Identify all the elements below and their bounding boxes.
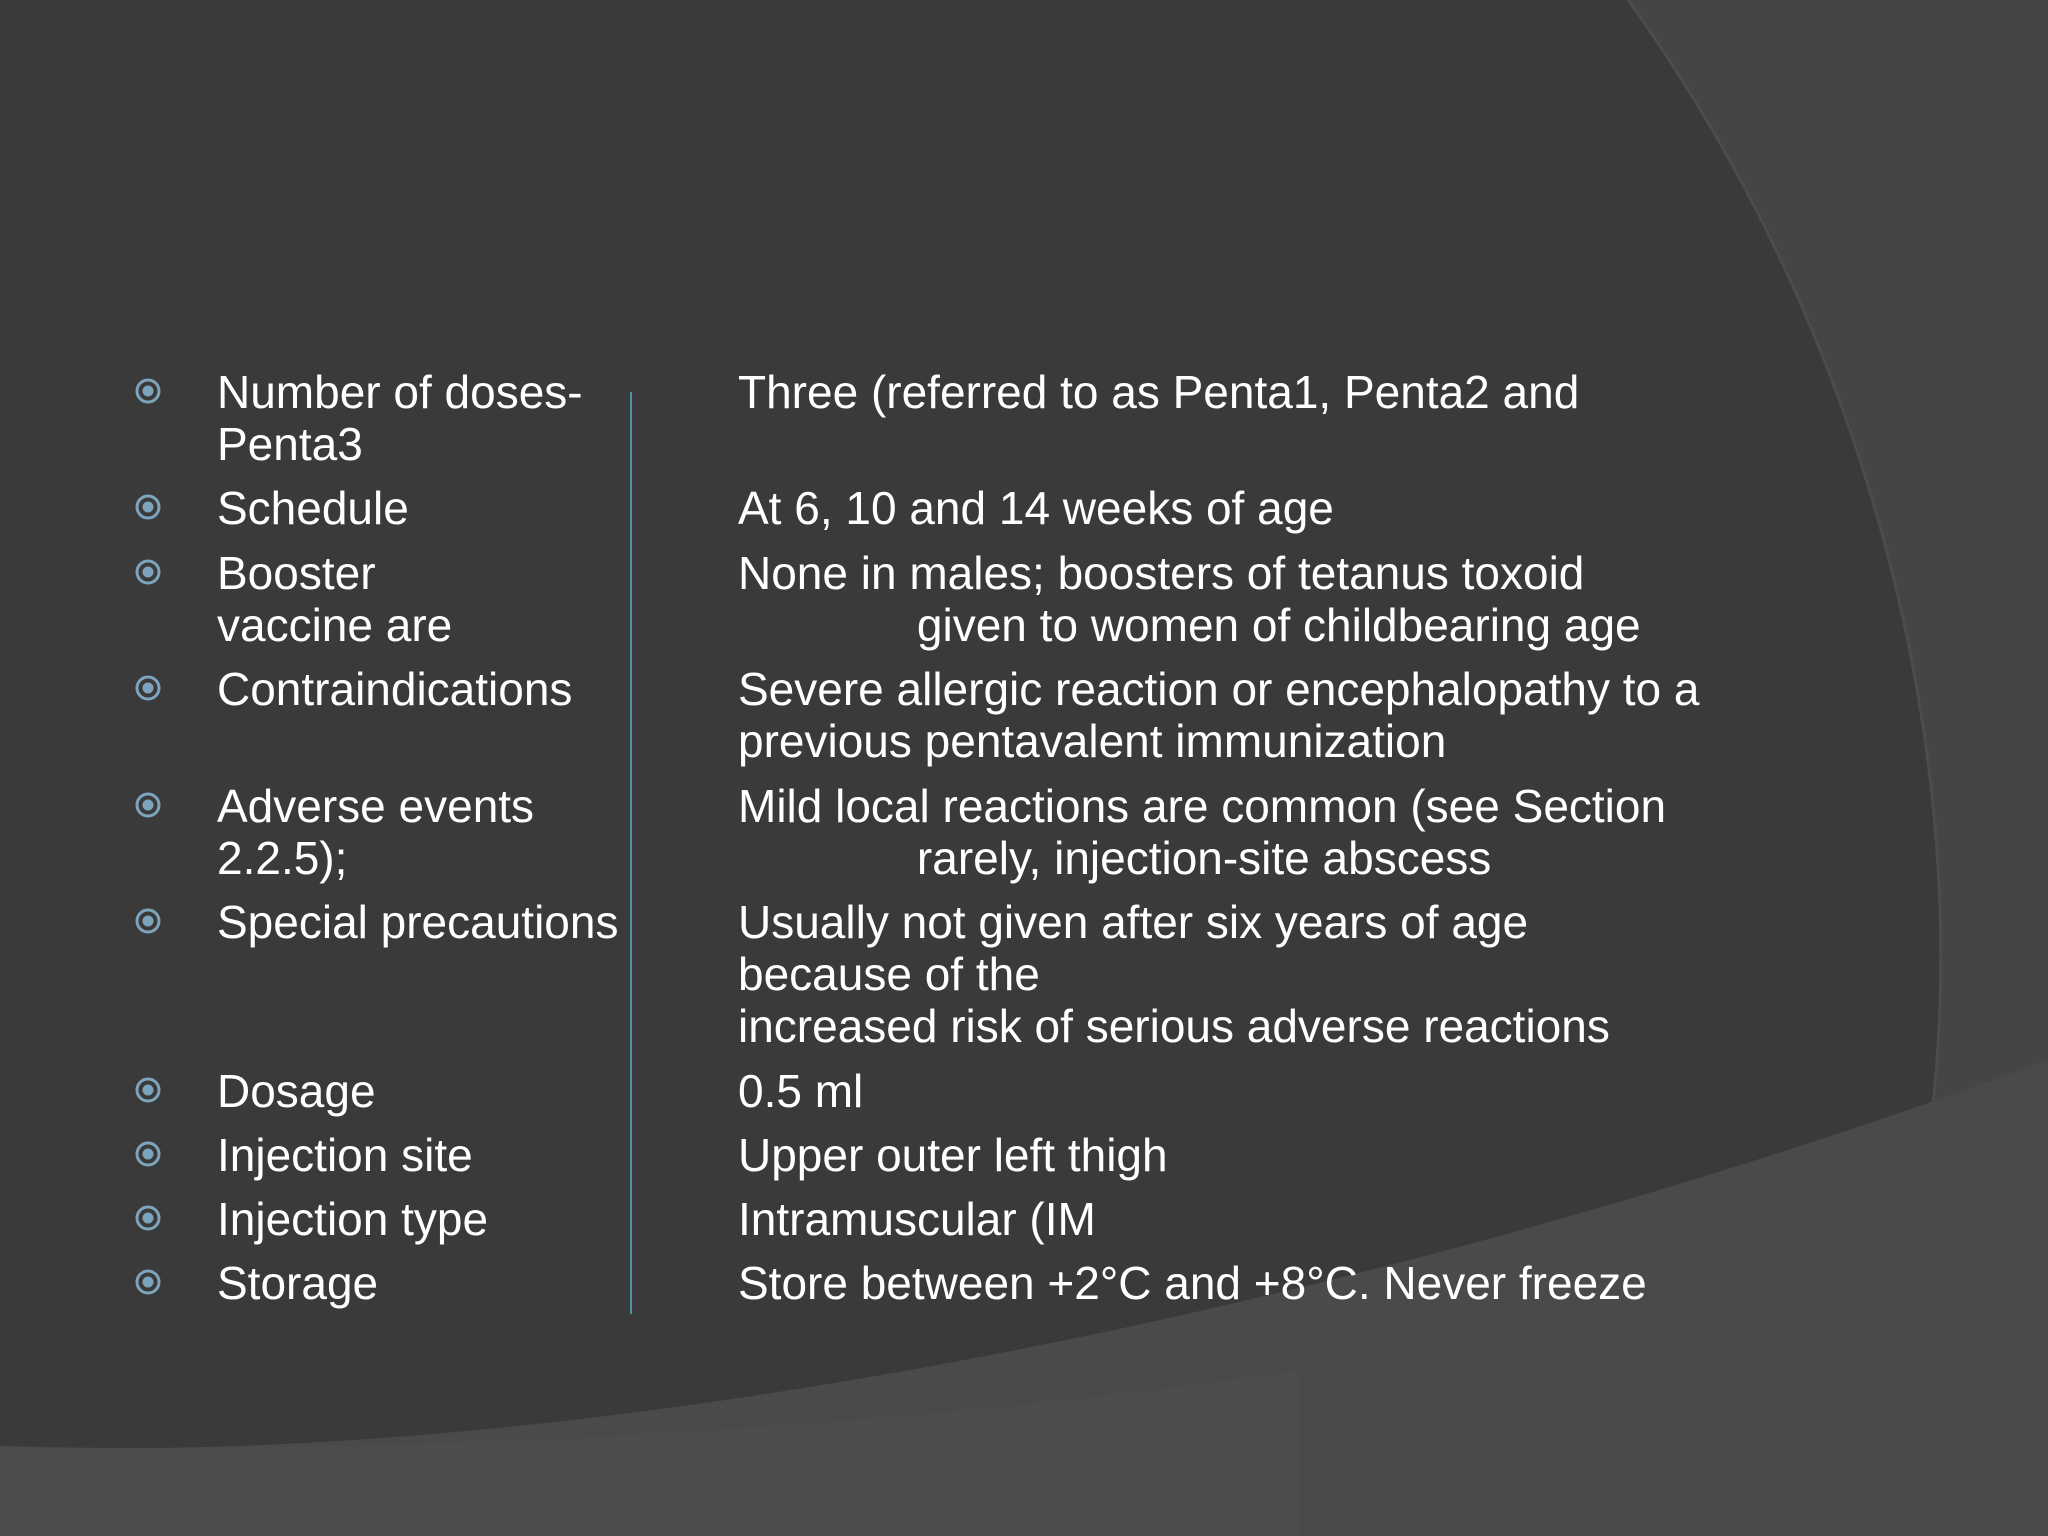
row-label: Adverse events 2.2.5); <box>217 780 535 884</box>
row-label: Special precautions <box>217 896 619 948</box>
row-label: Contraindications <box>217 663 573 715</box>
row-label: Injection site <box>217 1129 473 1181</box>
circled-dot-icon <box>133 906 163 936</box>
row-value: Severe allergic reaction or encephalopathy to a previous pentavalent immunization <box>738 663 1700 767</box>
row-label: Storage <box>217 1257 379 1309</box>
row-value: 0.5 ml <box>738 1065 864 1117</box>
row-label: Number of doses- Penta3 <box>217 366 583 470</box>
row-label: Dosage <box>217 1065 376 1117</box>
row-label: Schedule <box>217 482 409 534</box>
column-divider <box>630 392 632 1314</box>
circled-dot-icon <box>133 557 163 587</box>
row-value: Mild local reactions are common (see Section rarely, injection-site abscess <box>738 780 1667 884</box>
row-value: Store between +2°C and +8°C. Never freeze <box>738 1257 1647 1309</box>
circled-dot-icon <box>133 1075 163 1105</box>
row-value: Three (referred to as Penta1, Penta2 and <box>738 366 1580 418</box>
row-value: At 6, 10 and 14 weeks of age <box>738 482 1334 534</box>
circled-dot-icon <box>133 1267 163 1297</box>
circled-dot-icon <box>133 376 163 406</box>
row-value: Usually not given after six years of age because of the increased risk of serious adverse reactions <box>738 896 1610 1052</box>
circled-dot-icon <box>133 492 163 522</box>
circled-dot-icon <box>133 1139 163 1169</box>
row-label: Injection type <box>217 1193 489 1245</box>
circled-dot-icon <box>133 790 163 820</box>
row-value: Upper outer left thigh <box>738 1129 1168 1181</box>
circled-dot-icon <box>133 673 163 703</box>
row-label: Booster vaccine are <box>217 547 453 651</box>
circled-dot-icon <box>133 1203 163 1233</box>
row-value: None in males; boosters of tetanus toxoid given to women of childbearing age <box>738 547 1641 651</box>
row-value: Intramuscular (IM <box>738 1193 1096 1245</box>
